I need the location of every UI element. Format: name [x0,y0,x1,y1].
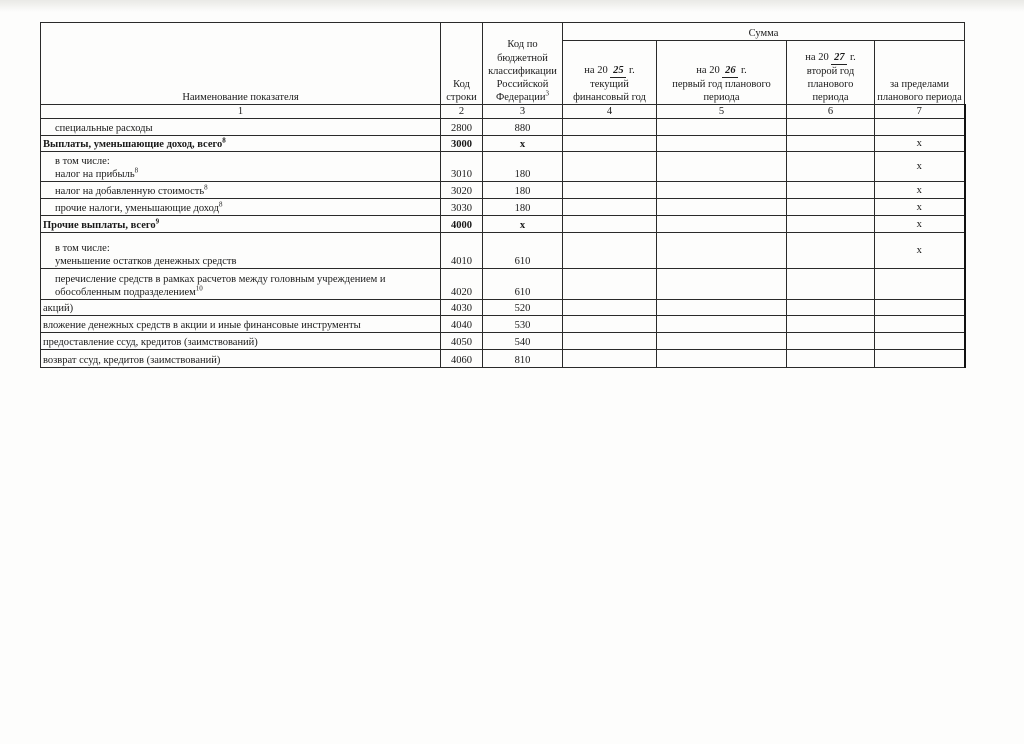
col-num: 1 [41,105,441,119]
header-bk [483,23,563,105]
payments-table [40,22,966,368]
row-name-prefix: в том числе: [55,155,110,167]
sum-y2 [657,182,787,199]
table-row [41,199,965,216]
sum-beyond [875,333,965,350]
row-bk: 880 [483,119,563,136]
row-name: предоставление ссуд, кредитов (заимствований) [41,333,441,350]
sum-y1 [563,350,657,368]
sum-beyond [875,269,965,300]
row-sup: 9 [155,217,160,226]
row-sup: 10 [195,284,203,293]
row-code: 4000 [441,216,483,233]
header-code: Код строки [441,23,483,105]
y1-desc: текущий финансовый год [573,78,646,103]
row-name-text: уменьшение остатков денежных средств [55,256,237,267]
row-code: 4040 [441,316,483,333]
sum-beyond: х [875,216,965,233]
y3-post: г. [849,51,856,63]
header-year-2 [657,41,787,105]
sum-y1 [563,300,657,316]
sum-y2 [657,269,787,300]
row-name-text: налог на прибыль [55,169,135,180]
sum-y2 [657,136,787,152]
y3-pre: на 20 [805,51,829,63]
y1-year: 25 [610,64,626,78]
table-row [41,216,965,233]
sum-y1 [563,152,657,182]
y2-desc: первый год планового периода [672,78,771,103]
row-sup: 8 [204,183,208,192]
sum-y1 [563,119,657,136]
row-name: акций) [41,300,441,316]
row-code: 3030 [441,199,483,216]
table-row [41,350,965,368]
row-code: 3000 [441,136,483,152]
row-bk: 180 [483,199,563,216]
header-year-1 [563,41,657,105]
scan-edge-shadow [0,0,1024,12]
sum-y1 [563,136,657,152]
row-bk: х [483,136,563,152]
col-num: 2 [441,105,483,119]
table-row [41,269,965,300]
row-code: 3010 [441,152,483,182]
sum-beyond: х [875,199,965,216]
row-sup: 8 [218,200,223,209]
header-name: Наименование показателя [41,23,441,105]
sum-y1 [563,333,657,350]
sum-y1 [563,199,657,216]
table-row [41,316,965,333]
row-name-text: Прочие выплаты, всего [43,220,156,231]
sum-beyond: х [875,136,965,152]
row-code: 4030 [441,300,483,316]
col-num: 4 [563,105,657,119]
sum-y1 [563,216,657,233]
row-bk: 520 [483,300,563,316]
sum-y1 [563,269,657,300]
sum-y2 [657,300,787,316]
row-bk: 610 [483,269,563,300]
table-row [41,152,965,182]
sum-y3 [787,269,875,300]
sum-y1 [563,233,657,269]
sum-y2 [657,152,787,182]
row-bk: 180 [483,182,563,199]
row-code: 4010 [441,233,483,269]
row-name: возврат ссуд, кредитов (заимствований) [41,350,441,368]
sum-beyond: х [875,233,965,269]
sum-y1 [563,182,657,199]
row-bk: х [483,216,563,233]
row-name: вложение денежных средств в акции и иные финансовые инструменты [41,316,441,333]
row-name [41,269,441,300]
row-name [41,216,441,233]
row-name [41,152,441,182]
header-bk-text: Код по бюджетной классификации Российской Федерации [488,39,557,103]
col-num: 7 [875,105,965,119]
row-sup: 8 [222,136,226,145]
sum-y2 [657,350,787,368]
table-row [41,119,965,136]
row-name [41,182,441,199]
row-sup: 8 [134,166,139,175]
row-name: специальные расходы [41,119,441,136]
sum-beyond: х [875,182,965,199]
sum-y3 [787,233,875,269]
table-row [41,182,965,199]
row-name-text: налог на добавленную стоимость [55,186,205,197]
sum-y3 [787,136,875,152]
row-code: 2800 [441,119,483,136]
sum-y2 [657,233,787,269]
row-bk: 610 [483,233,563,269]
header-year-3 [787,41,875,105]
table-row [41,333,965,350]
row-code: 4020 [441,269,483,300]
y1-pre: на 20 [584,64,608,76]
row-code: 4060 [441,350,483,368]
sum-y3 [787,350,875,368]
y2-post: г. [740,64,747,76]
sum-y2 [657,119,787,136]
sum-beyond [875,300,965,316]
table-row [41,136,965,152]
col-num: 6 [787,105,875,119]
sum-y1 [563,316,657,333]
row-bk: 530 [483,316,563,333]
row-name [41,136,441,152]
column-numbers-row [41,105,965,119]
sum-y2 [657,216,787,233]
col-num: 5 [657,105,787,119]
row-name-text: перечисление средств в рамках расчетов между головным учреждением и обособленным подразделением [55,273,386,298]
sum-y3 [787,152,875,182]
sum-y3 [787,199,875,216]
row-name-text: Выплаты, уменьшающие доход, всего [43,139,223,150]
row-name-prefix: в том числе: [55,242,110,254]
row-code: 4050 [441,333,483,350]
sum-y3 [787,300,875,316]
row-name-text: прочие налоги, уменьшающие доход [55,203,219,214]
col-num: 3 [483,105,563,119]
sum-y3 [787,216,875,233]
row-code: 3020 [441,182,483,199]
row-bk: 180 [483,152,563,182]
row-bk: 540 [483,333,563,350]
header-row-1 [41,23,965,41]
y1-post: г. [628,64,635,76]
sum-y3 [787,182,875,199]
header-bk-sup: 3 [545,89,550,98]
sum-beyond: х [875,152,965,182]
row-name [41,199,441,216]
row-name [41,233,441,269]
header-sum: Сумма [563,23,965,41]
sum-y3 [787,119,875,136]
y2-year: 26 [722,64,738,78]
table-row [41,233,965,269]
table-row [41,300,965,316]
sum-y2 [657,316,787,333]
sum-y3 [787,333,875,350]
sum-y3 [787,316,875,333]
sum-beyond [875,316,965,333]
sum-y2 [657,199,787,216]
y3-desc: второй год планового периода [806,65,855,103]
y2-pre: на 20 [696,64,720,76]
header-beyond: за пределами планового периода [875,41,965,105]
sum-beyond [875,350,965,368]
sum-beyond [875,119,965,136]
y3-year: 27 [831,51,847,65]
row-bk: 810 [483,350,563,368]
sum-y2 [657,333,787,350]
